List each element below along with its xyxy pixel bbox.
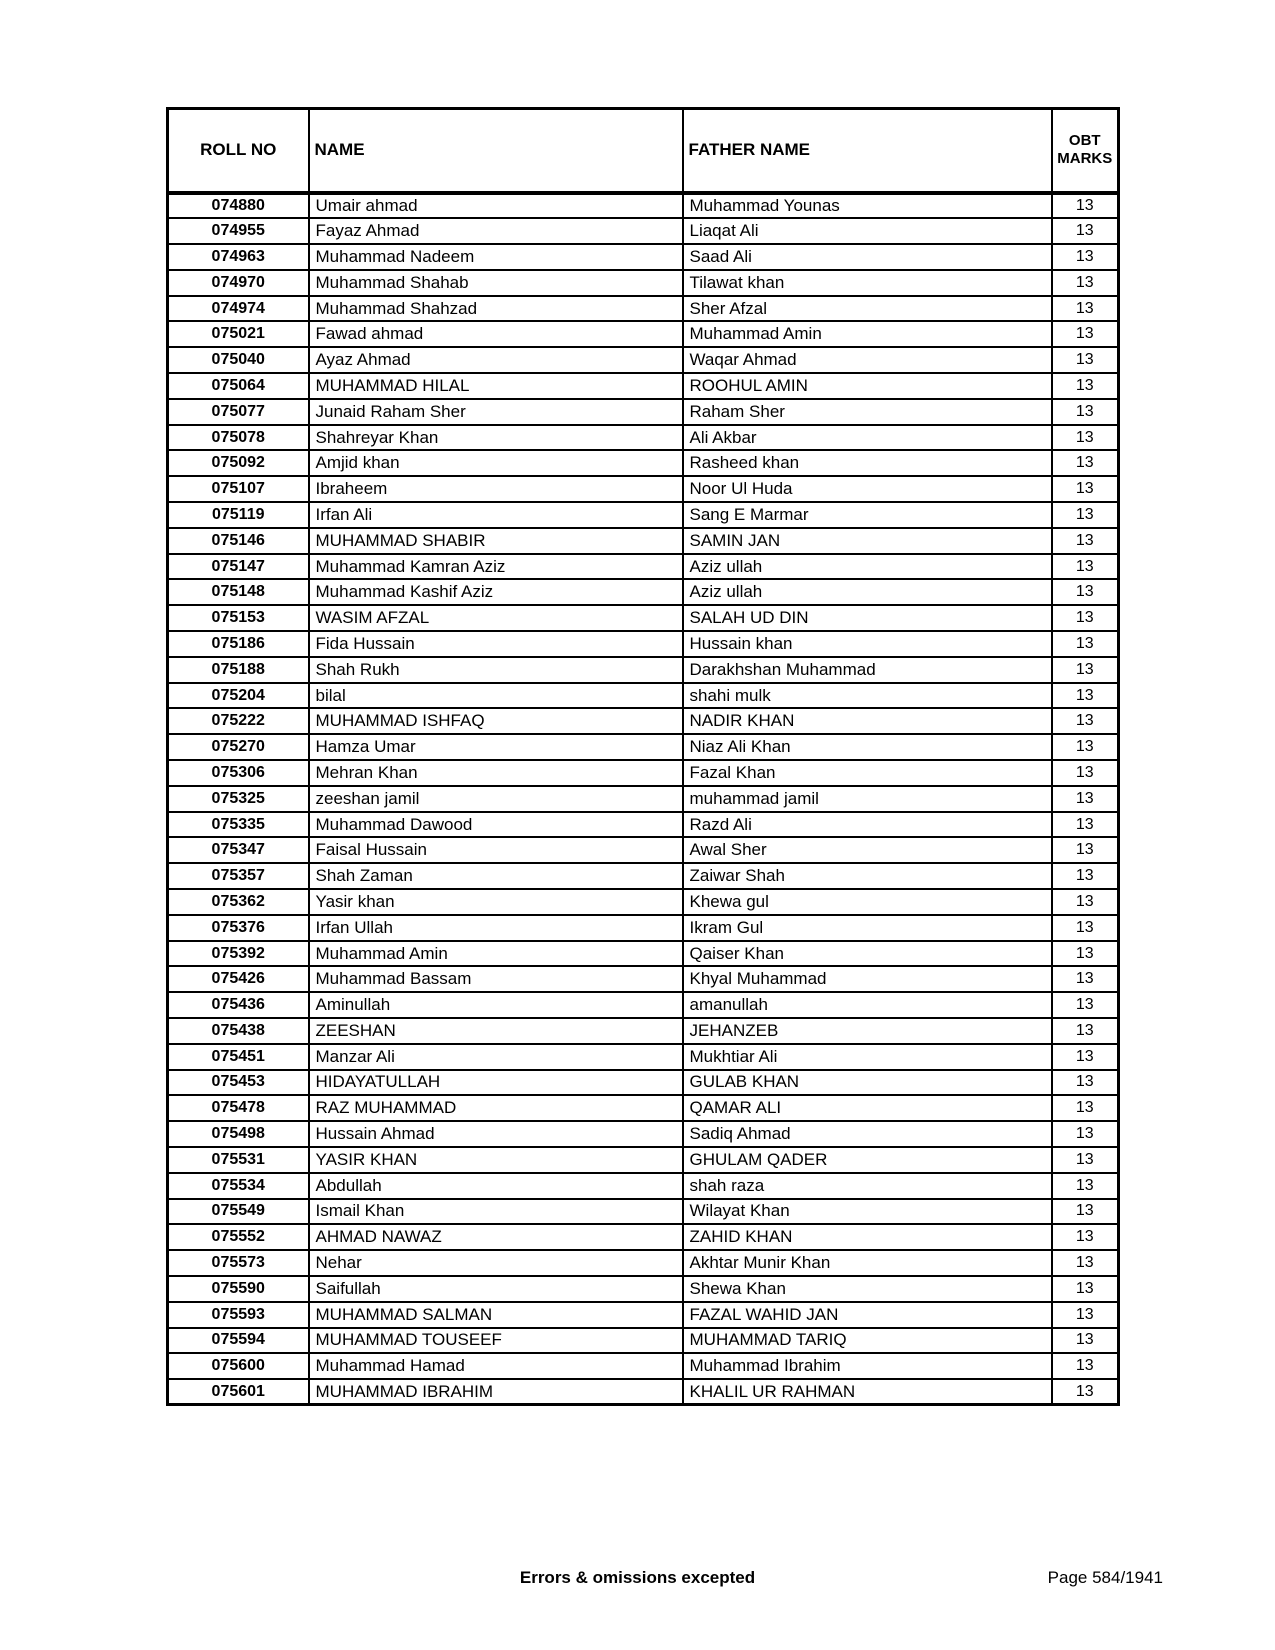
table-row xyxy=(168,734,1119,760)
cell-roll-no: 075335 xyxy=(168,812,309,838)
cell-obt-marks: 13 xyxy=(1052,941,1119,967)
cell-name: Yasir khan xyxy=(309,889,683,915)
cell-name: Junaid Raham Sher xyxy=(309,399,683,425)
cell-name: Ibraheem xyxy=(309,476,683,502)
cell-father-name: Qaiser Khan xyxy=(683,941,1052,967)
cell-roll-no: 075362 xyxy=(168,889,309,915)
cell-roll-no: 074974 xyxy=(168,296,309,322)
cell-roll-no: 075601 xyxy=(168,1379,309,1405)
cell-roll-no: 075092 xyxy=(168,450,309,476)
cell-obt-marks: 13 xyxy=(1052,1095,1119,1121)
cell-roll-no: 075531 xyxy=(168,1147,309,1173)
cell-name: Nehar xyxy=(309,1250,683,1276)
cell-obt-marks: 13 xyxy=(1052,1353,1119,1379)
cell-name: Amjid khan xyxy=(309,450,683,476)
cell-father-name: SALAH UD DIN xyxy=(683,605,1052,631)
cell-father-name: Aziz ullah xyxy=(683,579,1052,605)
cell-obt-marks: 13 xyxy=(1052,193,1119,219)
cell-name: Fida Hussain xyxy=(309,631,683,657)
cell-name: Manzar Ali xyxy=(309,1044,683,1070)
cell-obt-marks: 13 xyxy=(1052,863,1119,889)
cell-roll-no: 075549 xyxy=(168,1199,309,1225)
cell-roll-no: 075078 xyxy=(168,425,309,451)
cell-roll-no: 075222 xyxy=(168,708,309,734)
cell-obt-marks: 13 xyxy=(1052,1250,1119,1276)
cell-father-name: shahi mulk xyxy=(683,683,1052,709)
cell-obt-marks: 13 xyxy=(1052,450,1119,476)
cell-obt-marks: 13 xyxy=(1052,373,1119,399)
cell-obt-marks: 13 xyxy=(1052,915,1119,941)
cell-father-name: Khewa gul xyxy=(683,889,1052,915)
cell-name: Ayaz Ahmad xyxy=(309,347,683,373)
table-row xyxy=(168,476,1119,502)
cell-roll-no: 075107 xyxy=(168,476,309,502)
header-roll-no: ROLL NO xyxy=(168,109,309,193)
cell-obt-marks: 13 xyxy=(1052,734,1119,760)
cell-name: MUHAMMAD HILAL xyxy=(309,373,683,399)
cell-father-name: amanullah xyxy=(683,992,1052,1018)
table-row xyxy=(168,708,1119,734)
cell-father-name: KHALIL UR RAHMAN xyxy=(683,1379,1052,1405)
cell-father-name: Akhtar Munir Khan xyxy=(683,1250,1052,1276)
cell-roll-no: 075573 xyxy=(168,1250,309,1276)
cell-father-name: Ali Akbar xyxy=(683,425,1052,451)
cell-roll-no: 075594 xyxy=(168,1328,309,1354)
cell-roll-no: 075147 xyxy=(168,554,309,580)
table-row xyxy=(168,579,1119,605)
cell-father-name: NADIR KHAN xyxy=(683,708,1052,734)
cell-name: Muhammad Hamad xyxy=(309,1353,683,1379)
cell-father-name: SAMIN JAN xyxy=(683,528,1052,554)
cell-name: Umair ahmad xyxy=(309,193,683,219)
table-row xyxy=(168,657,1119,683)
cell-father-name: Hussain khan xyxy=(683,631,1052,657)
table-row xyxy=(168,425,1119,451)
cell-name: Muhammad Kamran Aziz xyxy=(309,554,683,580)
cell-roll-no: 075593 xyxy=(168,1302,309,1328)
table-row xyxy=(168,218,1119,244)
table-row xyxy=(168,1018,1119,1044)
cell-obt-marks: 13 xyxy=(1052,657,1119,683)
cell-name: bilal xyxy=(309,683,683,709)
cell-roll-no: 075077 xyxy=(168,399,309,425)
table-row xyxy=(168,296,1119,322)
cell-obt-marks: 13 xyxy=(1052,218,1119,244)
table-row xyxy=(168,1379,1119,1405)
cell-roll-no: 075478 xyxy=(168,1095,309,1121)
cell-father-name: ZAHID KHAN xyxy=(683,1224,1052,1250)
cell-name: Muhammad Shahzad xyxy=(309,296,683,322)
cell-father-name: Muhammad Amin xyxy=(683,321,1052,347)
cell-name: MUHAMMAD TOUSEEF xyxy=(309,1328,683,1354)
cell-roll-no: 075453 xyxy=(168,1070,309,1096)
cell-name: WASIM AFZAL xyxy=(309,605,683,631)
cell-obt-marks: 13 xyxy=(1052,579,1119,605)
cell-roll-no: 075040 xyxy=(168,347,309,373)
cell-father-name: Niaz Ali Khan xyxy=(683,734,1052,760)
table-row xyxy=(168,992,1119,1018)
cell-name: zeeshan jamil xyxy=(309,786,683,812)
cell-roll-no: 075438 xyxy=(168,1018,309,1044)
cell-name: MUHAMMAD ISHFAQ xyxy=(309,708,683,734)
cell-roll-no: 075306 xyxy=(168,760,309,786)
cell-obt-marks: 13 xyxy=(1052,812,1119,838)
cell-obt-marks: 13 xyxy=(1052,1121,1119,1147)
cell-father-name: GHULAM QADER xyxy=(683,1147,1052,1173)
cell-father-name: Saad Ali xyxy=(683,244,1052,270)
table-row xyxy=(168,631,1119,657)
cell-name: ZEESHAN xyxy=(309,1018,683,1044)
table-row xyxy=(168,373,1119,399)
cell-name: Hussain Ahmad xyxy=(309,1121,683,1147)
table-row xyxy=(168,1070,1119,1096)
footer-page-number: Page 584/1941 xyxy=(1047,1568,1163,1587)
cell-name: Shah Zaman xyxy=(309,863,683,889)
cell-father-name: MUHAMMAD TARIQ xyxy=(683,1328,1052,1354)
table-row xyxy=(168,1224,1119,1250)
table-row xyxy=(168,270,1119,296)
cell-obt-marks: 13 xyxy=(1052,992,1119,1018)
cell-name: Saifullah xyxy=(309,1276,683,1302)
table-row xyxy=(168,399,1119,425)
cell-roll-no: 075064 xyxy=(168,373,309,399)
cell-obt-marks: 13 xyxy=(1052,347,1119,373)
cell-father-name: Noor Ul Huda xyxy=(683,476,1052,502)
table-row xyxy=(168,1250,1119,1276)
cell-name: Shah Rukh xyxy=(309,657,683,683)
cell-father-name: Rasheed khan xyxy=(683,450,1052,476)
cell-roll-no: 075436 xyxy=(168,992,309,1018)
table-row xyxy=(168,1173,1119,1199)
cell-obt-marks: 13 xyxy=(1052,502,1119,528)
cell-father-name: Sadiq Ahmad xyxy=(683,1121,1052,1147)
cell-name: Hamza Umar xyxy=(309,734,683,760)
table-row xyxy=(168,683,1119,709)
cell-name: HIDAYATULLAH xyxy=(309,1070,683,1096)
cell-father-name: ROOHUL AMIN xyxy=(683,373,1052,399)
cell-obt-marks: 13 xyxy=(1052,605,1119,631)
cell-roll-no: 075186 xyxy=(168,631,309,657)
table-row xyxy=(168,1147,1119,1173)
cell-roll-no: 074880 xyxy=(168,193,309,219)
cell-father-name: Shewa Khan xyxy=(683,1276,1052,1302)
table-row xyxy=(168,321,1119,347)
table-row xyxy=(168,812,1119,838)
table-row xyxy=(168,502,1119,528)
cell-obt-marks: 13 xyxy=(1052,1328,1119,1354)
table-row xyxy=(168,966,1119,992)
cell-obt-marks: 13 xyxy=(1052,1173,1119,1199)
cell-obt-marks: 13 xyxy=(1052,270,1119,296)
cell-obt-marks: 13 xyxy=(1052,425,1119,451)
cell-name: AHMAD NAWAZ xyxy=(309,1224,683,1250)
cell-name: Mehran Khan xyxy=(309,760,683,786)
cell-roll-no: 075392 xyxy=(168,941,309,967)
cell-name: MUHAMMAD SHABIR xyxy=(309,528,683,554)
cell-roll-no: 075357 xyxy=(168,863,309,889)
cell-father-name: shah raza xyxy=(683,1173,1052,1199)
cell-roll-no: 075534 xyxy=(168,1173,309,1199)
cell-father-name: Wilayat Khan xyxy=(683,1199,1052,1225)
cell-name: RAZ MUHAMMAD xyxy=(309,1095,683,1121)
cell-father-name: Khyal Muhammad xyxy=(683,966,1052,992)
table-row xyxy=(168,450,1119,476)
cell-father-name: Sher Afzal xyxy=(683,296,1052,322)
cell-name: Ismail Khan xyxy=(309,1199,683,1225)
table-body xyxy=(168,193,1119,1405)
cell-roll-no: 074955 xyxy=(168,218,309,244)
cell-father-name: Razd Ali xyxy=(683,812,1052,838)
cell-roll-no: 075021 xyxy=(168,321,309,347)
table-row xyxy=(168,554,1119,580)
cell-obt-marks: 13 xyxy=(1052,837,1119,863)
cell-name: Abdullah xyxy=(309,1173,683,1199)
cell-obt-marks: 13 xyxy=(1052,244,1119,270)
table-row xyxy=(168,786,1119,812)
table-header-row xyxy=(168,109,1119,193)
cell-name: MUHAMMAD IBRAHIM xyxy=(309,1379,683,1405)
cell-obt-marks: 13 xyxy=(1052,1044,1119,1070)
cell-father-name: Tilawat khan xyxy=(683,270,1052,296)
cell-obt-marks: 13 xyxy=(1052,1070,1119,1096)
cell-name: Muhammad Kashif Aziz xyxy=(309,579,683,605)
cell-roll-no: 075498 xyxy=(168,1121,309,1147)
cell-father-name: muhammad jamil xyxy=(683,786,1052,812)
cell-father-name: Aziz ullah xyxy=(683,554,1052,580)
page-footer xyxy=(0,1568,1275,1598)
cell-roll-no: 075270 xyxy=(168,734,309,760)
table-row xyxy=(168,528,1119,554)
cell-roll-no: 075119 xyxy=(168,502,309,528)
results-table-container xyxy=(166,107,1117,1406)
cell-roll-no: 075148 xyxy=(168,579,309,605)
cell-obt-marks: 13 xyxy=(1052,889,1119,915)
table-row xyxy=(168,863,1119,889)
cell-name: Muhammad Nadeem xyxy=(309,244,683,270)
table-row xyxy=(168,889,1119,915)
cell-father-name: Zaiwar Shah xyxy=(683,863,1052,889)
cell-obt-marks: 13 xyxy=(1052,528,1119,554)
cell-father-name: Ikram Gul xyxy=(683,915,1052,941)
cell-name: Shahreyar Khan xyxy=(309,425,683,451)
cell-obt-marks: 13 xyxy=(1052,1379,1119,1405)
table-row xyxy=(168,915,1119,941)
cell-obt-marks: 13 xyxy=(1052,631,1119,657)
cell-obt-marks: 13 xyxy=(1052,1199,1119,1225)
cell-father-name: Sang E Marmar xyxy=(683,502,1052,528)
cell-father-name: Mukhtiar Ali xyxy=(683,1044,1052,1070)
cell-name: Muhammad Amin xyxy=(309,941,683,967)
cell-roll-no: 075146 xyxy=(168,528,309,554)
cell-father-name: Muhammad Younas xyxy=(683,193,1052,219)
cell-obt-marks: 13 xyxy=(1052,321,1119,347)
table-row xyxy=(168,941,1119,967)
cell-obt-marks: 13 xyxy=(1052,296,1119,322)
cell-father-name: Muhammad Ibrahim xyxy=(683,1353,1052,1379)
footer-note: Errors & omissions excepted xyxy=(519,1568,756,1587)
header-name: NAME xyxy=(309,109,683,193)
cell-roll-no: 075590 xyxy=(168,1276,309,1302)
cell-father-name: Darakhshan Muhammad xyxy=(683,657,1052,683)
cell-obt-marks: 13 xyxy=(1052,1018,1119,1044)
cell-name: Irfan Ali xyxy=(309,502,683,528)
table-row xyxy=(168,347,1119,373)
cell-roll-no: 074970 xyxy=(168,270,309,296)
cell-obt-marks: 13 xyxy=(1052,1276,1119,1302)
cell-roll-no: 075347 xyxy=(168,837,309,863)
table-row xyxy=(168,1302,1119,1328)
cell-roll-no: 074963 xyxy=(168,244,309,270)
cell-roll-no: 075552 xyxy=(168,1224,309,1250)
cell-obt-marks: 13 xyxy=(1052,1147,1119,1173)
table-row xyxy=(168,1095,1119,1121)
cell-father-name: Fazal Khan xyxy=(683,760,1052,786)
cell-father-name: FAZAL WAHID JAN xyxy=(683,1302,1052,1328)
table-row xyxy=(168,1199,1119,1225)
table-row xyxy=(168,760,1119,786)
cell-name: Faisal Hussain xyxy=(309,837,683,863)
header-father-name: FATHER NAME xyxy=(683,109,1052,193)
cell-father-name: Awal Sher xyxy=(683,837,1052,863)
cell-roll-no: 075188 xyxy=(168,657,309,683)
cell-obt-marks: 13 xyxy=(1052,476,1119,502)
cell-name: MUHAMMAD SALMAN xyxy=(309,1302,683,1328)
cell-name: Fawad ahmad xyxy=(309,321,683,347)
table-row xyxy=(168,837,1119,863)
cell-obt-marks: 13 xyxy=(1052,708,1119,734)
table-row xyxy=(168,193,1119,219)
cell-roll-no: 075325 xyxy=(168,786,309,812)
cell-roll-no: 075153 xyxy=(168,605,309,631)
table-row xyxy=(168,1044,1119,1070)
cell-obt-marks: 13 xyxy=(1052,1302,1119,1328)
cell-roll-no: 075451 xyxy=(168,1044,309,1070)
table-row xyxy=(168,605,1119,631)
cell-roll-no: 075426 xyxy=(168,966,309,992)
table-row xyxy=(168,1353,1119,1379)
cell-obt-marks: 13 xyxy=(1052,760,1119,786)
cell-obt-marks: 13 xyxy=(1052,399,1119,425)
header-obt-marks: OBT MARKS xyxy=(1052,109,1119,193)
cell-roll-no: 075376 xyxy=(168,915,309,941)
cell-name: Aminullah xyxy=(309,992,683,1018)
cell-obt-marks: 13 xyxy=(1052,683,1119,709)
cell-father-name: Waqar Ahmad xyxy=(683,347,1052,373)
table-row xyxy=(168,1276,1119,1302)
cell-obt-marks: 13 xyxy=(1052,1224,1119,1250)
cell-obt-marks: 13 xyxy=(1052,554,1119,580)
table-row xyxy=(168,1328,1119,1354)
cell-father-name: QAMAR ALI xyxy=(683,1095,1052,1121)
cell-father-name: GULAB KHAN xyxy=(683,1070,1052,1096)
cell-name: Muhammad Dawood xyxy=(309,812,683,838)
table-row xyxy=(168,244,1119,270)
cell-father-name: Raham Sher xyxy=(683,399,1052,425)
cell-name: Muhammad Bassam xyxy=(309,966,683,992)
cell-father-name: Liaqat Ali xyxy=(683,218,1052,244)
cell-obt-marks: 13 xyxy=(1052,786,1119,812)
cell-roll-no: 075204 xyxy=(168,683,309,709)
cell-name: YASIR KHAN xyxy=(309,1147,683,1173)
cell-roll-no: 075600 xyxy=(168,1353,309,1379)
cell-father-name: JEHANZEB xyxy=(683,1018,1052,1044)
results-table xyxy=(166,107,1120,1406)
cell-name: Irfan Ullah xyxy=(309,915,683,941)
cell-obt-marks: 13 xyxy=(1052,966,1119,992)
cell-name: Fayaz Ahmad xyxy=(309,218,683,244)
table-row xyxy=(168,1121,1119,1147)
cell-name: Muhammad Shahab xyxy=(309,270,683,296)
